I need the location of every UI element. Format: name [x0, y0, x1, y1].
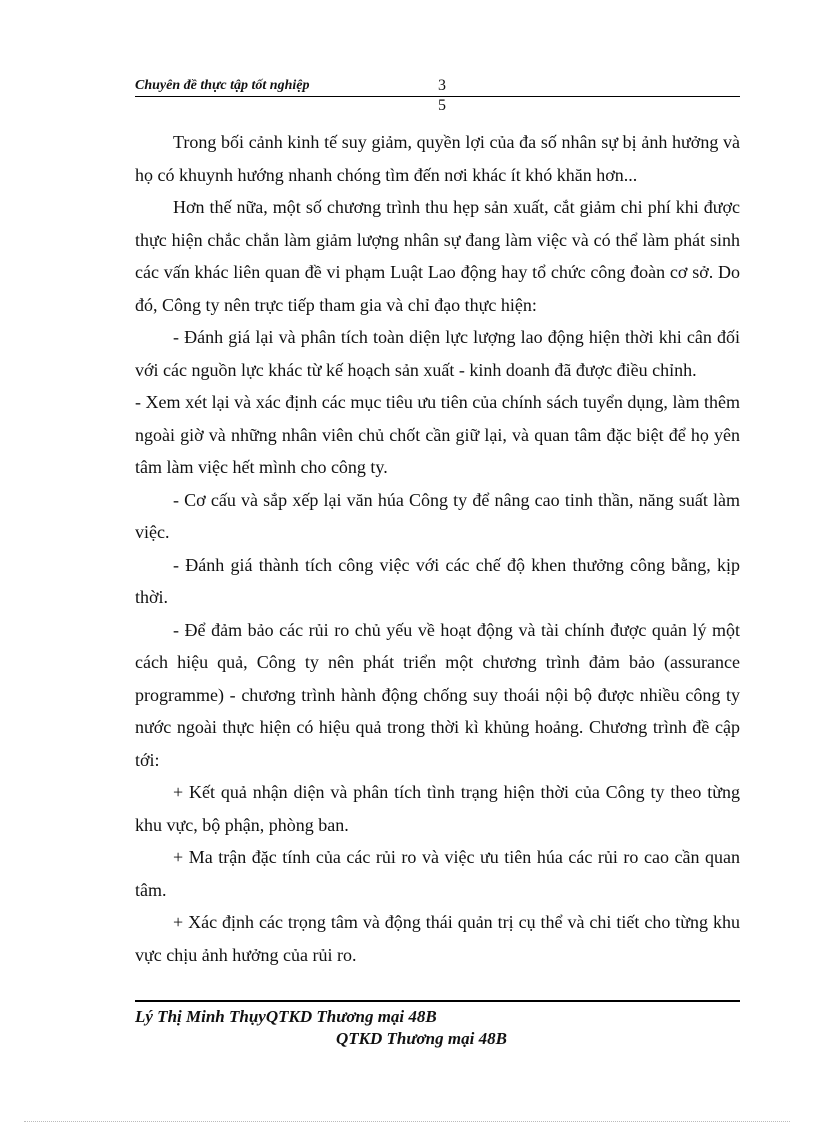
bullet-chuong-trinh-dam-bao: - Để đảm bảo các rủi ro chủ yếu về hoạt động và tài chính được quản lý một cách hiệu quả, Công ty nên phát triển một chương trình đảm bảo (assurance programme) - chương trình hành động chống suy thoái nội bộ được nhiều công ty nước ngoài thực hiện có hiệu quả trong thời kì khủng hoảng. Chương trình đề cập tới:: [135, 619, 740, 770]
header-title: Chuyên đề thực tập tốt nghiệp: [135, 78, 310, 93]
page-bottom-border: [24, 1121, 790, 1122]
sub-item-ket-qua: + Kết quả nhận diện và phân tích tình trạng hiện thời của Công ty theo từng khu vực, bộ phận, phòng ban.: [135, 782, 740, 835]
page-number-line1: 3: [438, 77, 446, 94]
bullet-co-cau-van-hoa: - Cơ cấu và sắp xếp lại văn húa Công ty để nâng cao tinh thần, năng suất làm việc.: [135, 489, 740, 542]
footer-class: QTKD Thương mại 48B: [336, 1029, 507, 1048]
sub-item-ma-tran: + Ma trận đặc tính của các rủi ro và việc ưu tiên húa các rủi ro cao cần quan tâm.: [135, 847, 740, 900]
sub-item-xac-dinh: + Xác định các trọng tâm và động thái quản trị cụ thể và chi tiết cho từng khu vực chịu ảnh hưởng của rủi ro.: [135, 912, 740, 965]
paragraph-2: Hơn thế nữa, một số chương trình thu hẹp sản xuất, cắt giảm chi phí khi được thực hiện chắc chắn làm giảm lượng nhân sự đang làm việc và có thể làm phát sinh các vấn khác liên quan đề vi phạm Luật Lao động hay tổ chức công đoàn cơ sở. Do đó, Công ty nên trực tiếp tham gia và chỉ đạo thực hiện:: [135, 197, 740, 315]
bullet-danh-gia-luc-luong: - Đánh giá lại và phân tích toàn diện lực lượng lao động hiện thời khi cân đối với các nguồn lực khác từ kế hoạch sản xuất - kinh doanh đã được điều chỉnh.: [135, 327, 740, 380]
footer-divider: [135, 1000, 740, 1002]
bullet-xem-xet-chinh-sach: - Xem xét lại và xác định các mục tiêu ưu tiên của chính sách tuyển dụng, làm thêm ngoài giờ và những nhân viên chủ chốt cần giữ lại, và quan tâm đặc biệt để họ yên tâm làm việc hết mình cho công ty.: [135, 392, 740, 477]
footer-author: Lý Thị Minh ThụyQTKD Thương mại 48B: [135, 1007, 437, 1026]
paragraph-1: Trong bối cảnh kinh tế suy giảm, quyền lợi của đa số nhân sự bị ảnh hưởng và họ có khuynh hướng nhanh chóng tìm đến nơi khác ít khó khăn hơn...: [135, 132, 740, 185]
document-body: [135, 126, 740, 971]
bullet-danh-gia-thanh-tich: - Đánh giá thành tích công việc với các chế độ khen thưởng công bằng, kịp thời.: [135, 554, 740, 607]
page-number-line2: 5: [438, 97, 446, 114]
